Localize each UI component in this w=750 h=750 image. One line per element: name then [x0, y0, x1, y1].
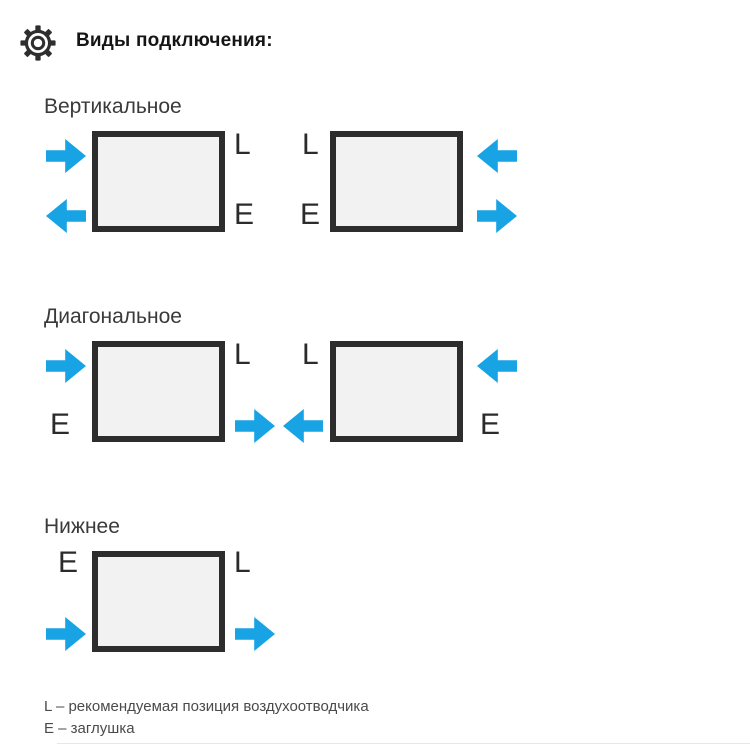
- section-label-diagonal: Диагональное: [44, 305, 182, 328]
- legend-line-l: L – рекомендуемая позиция воздухоотводчика: [44, 698, 369, 715]
- radiator-diagonal-left: [92, 341, 225, 442]
- flow-out-arrow-icon: [46, 199, 86, 233]
- section-label-vertical: Вертикальное: [44, 95, 182, 118]
- flow-out-arrow-icon: [477, 199, 517, 233]
- section-label-bottom: Нижнее: [44, 515, 120, 538]
- bottom-divider: [57, 743, 750, 744]
- flow-in-arrow-icon: [46, 349, 86, 383]
- legend: [44, 696, 369, 740]
- radiator-bottom: [92, 551, 225, 652]
- radiator-vertical-right: [330, 131, 463, 232]
- pipe-label-l: L: [234, 546, 251, 579]
- flow-out-arrow-icon: [235, 409, 275, 443]
- legend-line-e: E – заглушка: [44, 720, 135, 737]
- pipe-label-e: E: [50, 408, 71, 441]
- flow-in-arrow-icon: [46, 139, 86, 173]
- pipe-label-l: L: [234, 338, 251, 371]
- radiator-diagonal-right: [330, 341, 463, 442]
- radiator-vertical-left: [92, 131, 225, 232]
- flow-in-arrow-icon: [46, 617, 86, 651]
- pipe-label-e: E: [300, 198, 321, 231]
- pipe-label-l: L: [302, 128, 319, 161]
- flow-out-arrow-icon: [283, 409, 323, 443]
- pipe-label-e: E: [58, 546, 79, 579]
- flow-in-arrow-icon: [477, 139, 517, 173]
- flow-out-arrow-icon: [235, 617, 275, 651]
- page-title: Виды подключения:: [76, 30, 273, 51]
- gear-icon: [19, 24, 57, 62]
- flow-in-arrow-icon: [477, 349, 517, 383]
- pipe-label-e: E: [480, 408, 501, 441]
- pipe-label-l: L: [234, 128, 251, 161]
- pipe-label-l: L: [302, 338, 319, 371]
- pipe-label-e: E: [234, 198, 255, 231]
